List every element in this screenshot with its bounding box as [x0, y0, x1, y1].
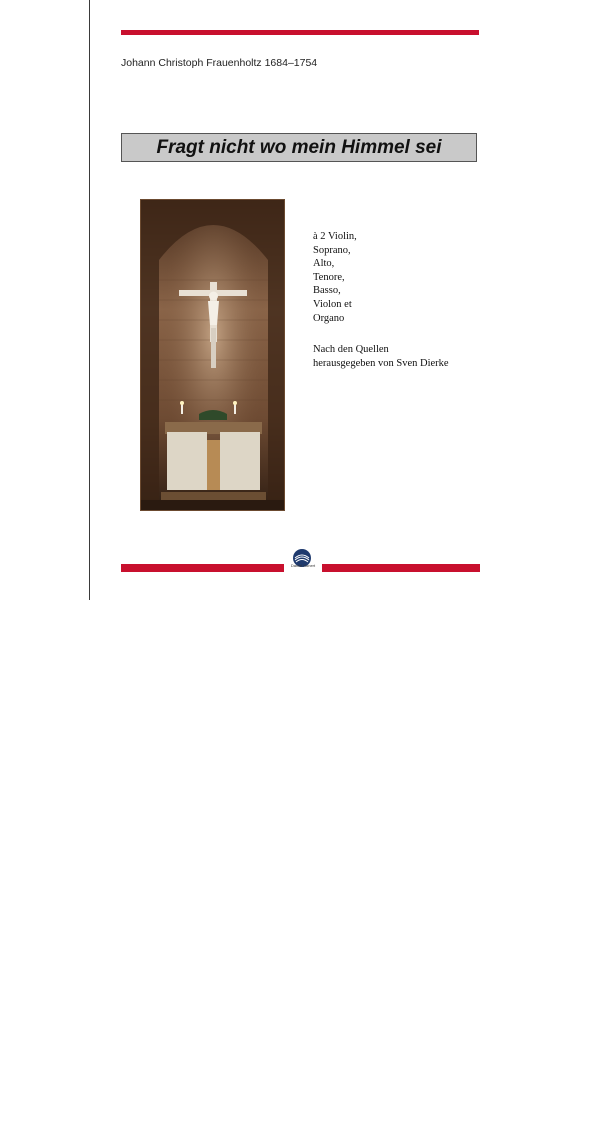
bottom-red-rule-right — [322, 564, 480, 1135]
top-red-rule — [121, 30, 479, 35]
page-edge-line — [89, 0, 90, 600]
title-box — [121, 133, 477, 162]
scoring-line: à 2 Violin, — [313, 231, 357, 242]
work-title: Fragt nicht wo mein Himmel sei — [156, 136, 442, 158]
scoring-line: Basso, — [313, 285, 341, 297]
cover-image-altar-crucifix — [140, 199, 285, 511]
catalog-number: 0325-08 — [337, 1129, 356, 1135]
scoring-line: Alto, — [313, 258, 335, 270]
scoring-line: Tenore, — [313, 271, 345, 283]
scoring-list — [313, 230, 357, 325]
editor-line: herausgegeben von Sven Dierke — [313, 357, 449, 369]
bottom-red-rule-left — [121, 564, 284, 572]
editor-note — [313, 343, 449, 370]
scoring-line: Soprano, — [313, 244, 351, 256]
editor-line: Nach den Quellen — [313, 344, 389, 355]
scoring-line: Violon et — [313, 298, 352, 310]
scoring-line: Organo — [313, 312, 345, 324]
publisher-name: Daniel Kunert — [290, 563, 316, 568]
composer-line: Johann Christoph Frauenholtz 1684–1754 — [121, 57, 318, 69]
